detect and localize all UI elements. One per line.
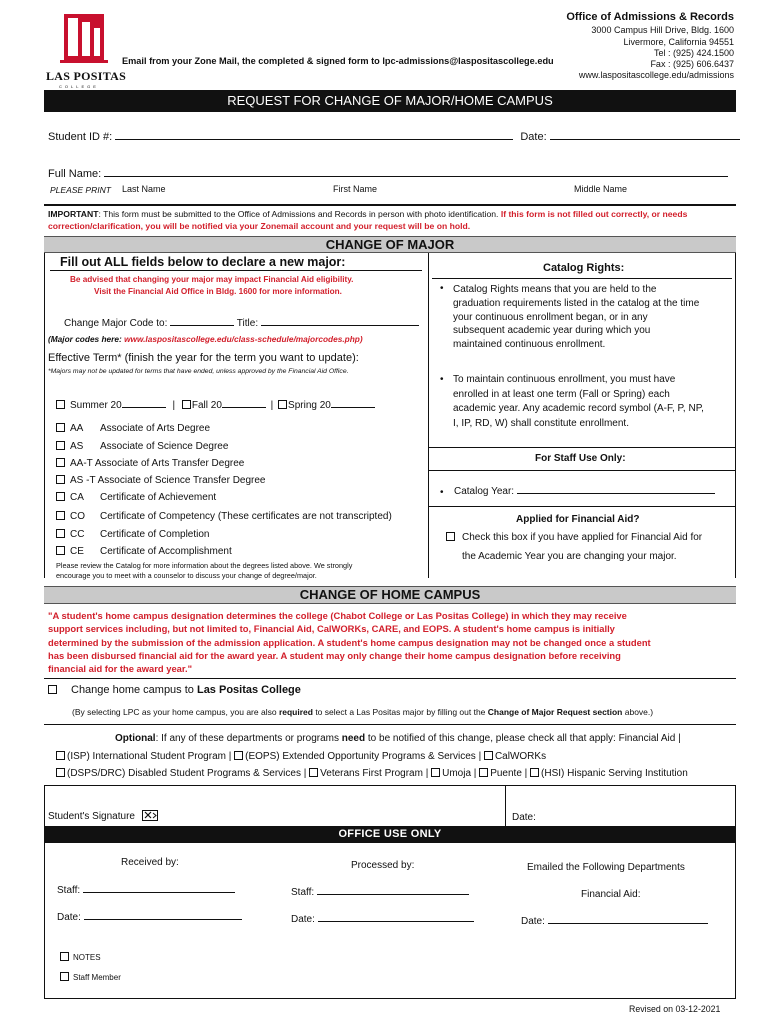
major-code-field[interactable] xyxy=(170,325,234,326)
optional-top-rule xyxy=(44,724,736,725)
degree-option[interactable] xyxy=(56,423,210,434)
degree-option[interactable] xyxy=(56,492,216,503)
full-name-field[interactable] xyxy=(104,176,728,177)
degree-checkbox[interactable] xyxy=(56,475,65,484)
signature-top-rule xyxy=(44,785,736,786)
important-top-rule xyxy=(44,204,736,206)
degree-option[interactable] xyxy=(56,546,232,557)
degree-name: Associate of Science Degree xyxy=(100,441,229,452)
important-text: : This form must be submitted to the Office of Admissions and Records in person with photo identification. xyxy=(98,209,501,219)
major-title-label: Title: xyxy=(236,318,259,329)
office-fax: Fax : (925) 606.6437 xyxy=(650,59,734,70)
student-id-field[interactable] xyxy=(115,139,513,140)
degree-name: Associate of Arts Degree xyxy=(100,423,211,434)
catalog-year-field[interactable] xyxy=(517,493,715,494)
degree-code: CO xyxy=(70,511,85,522)
degree-checkbox[interactable] xyxy=(56,492,65,501)
majors-note: *Majors may not be updated for terms that have ended, unless approved by the Financial Aid Office. xyxy=(48,368,349,375)
degree-checkbox[interactable] xyxy=(56,511,65,520)
student-id-label: Student ID #: xyxy=(48,131,113,143)
spring-label: Spring 20 xyxy=(288,400,331,411)
received-staff-field[interactable] xyxy=(83,892,235,893)
degree-name: Certificate of Competency (These certificates are not transcripted) xyxy=(100,511,392,522)
student-date-label: Date: xyxy=(520,131,547,143)
calworks-checkbox[interactable] xyxy=(484,751,493,760)
eops-checkbox[interactable] xyxy=(234,751,243,760)
signature-label: Student's Signature xyxy=(48,811,135,822)
logo-mark-icon xyxy=(46,12,118,72)
catalog-year-label: Catalog Year: xyxy=(454,486,515,497)
advised-line-2: Visit the Financial Aid Office in Bldg. 1600 for more information. xyxy=(94,287,342,296)
summer-checkbox[interactable] xyxy=(56,400,65,409)
summer-label: Summer 20 xyxy=(70,400,122,411)
optional-row: Optional: If any of these departments or programs need to be notified of this change, please check all that apply: Financial Aid | xyxy=(115,733,681,744)
signature-pen-icon[interactable] xyxy=(142,810,158,824)
major-column-divider xyxy=(428,253,429,578)
received-staff-row: Staff: xyxy=(57,885,235,896)
fill-out-heading: Fill out ALL fields below to declare a new major: xyxy=(60,255,346,269)
degree-name: Certificate of Achievement xyxy=(100,492,217,503)
logo-text: LAS POSITAS xyxy=(46,69,127,83)
logo-subtext: COLLEGE xyxy=(59,84,99,89)
received-by-label: Received by: xyxy=(121,857,179,868)
staff-use-title: For Staff Use Only: xyxy=(535,453,626,464)
spring-checkbox[interactable] xyxy=(278,400,287,409)
degree-checkbox[interactable] xyxy=(56,546,65,555)
fall-year-field[interactable] xyxy=(222,407,266,408)
email-instruction: Email from your Zone Mail, the completed & signed form to lpc-admissions@laspositascollege.edu xyxy=(122,56,554,66)
form-title: REQUEST FOR CHANGE OF MAJOR/HOME CAMPUS xyxy=(44,90,736,112)
degree-checkbox[interactable] xyxy=(56,441,65,450)
degree-option[interactable] xyxy=(56,458,244,469)
effective-term-label: Effective Term* (finish the year for the term you want to update): xyxy=(48,352,359,364)
home-campus-paragraph: "A student's home campus designation determines the college (Chabot College or Las Positas College) in which they may receive support services including, but not limited to, Financial Aid, CalWORKs, CARE, and EOPS. A student's home campus is initially determined by the submission of the admission application. A student's home campus designation may not be changed once a student has been disbursed financial aid for the award year. A student may only change their home campus designation before receiving financial aid for the award year." xyxy=(48,610,651,675)
important-label: IMPORTANT xyxy=(48,209,99,219)
notes-checkbox[interactable] xyxy=(60,952,69,961)
student-id-row xyxy=(48,131,740,143)
applied-fa-line-1: Check this box if you have applied for Financial Aid for xyxy=(462,532,703,543)
degree-code: CE xyxy=(70,546,84,557)
degree-name: Associate of Arts Transfer Degree xyxy=(94,458,245,469)
student-date-field[interactable] xyxy=(550,139,740,140)
degree-code: CC xyxy=(70,529,85,540)
office-website[interactable]: www.laspositascollege.edu/admissions xyxy=(578,70,734,81)
spring-year-field[interactable] xyxy=(331,407,375,408)
degree-option[interactable] xyxy=(56,511,392,522)
notes-row: NOTES xyxy=(60,952,101,962)
staff-use-rule xyxy=(429,470,735,471)
last-name-label: Last Name xyxy=(122,184,166,194)
major-title-field[interactable] xyxy=(261,325,419,326)
applied-fa-title: Applied for Financial Aid? xyxy=(516,514,640,525)
applied-fa-checkbox[interactable] xyxy=(446,532,455,541)
degree-code: AS -T xyxy=(70,475,96,486)
home-campus-bar: CHANGE OF HOME CAMPUS xyxy=(44,586,736,604)
term-row: Summer 20 | Fall 20 | Spring 20 xyxy=(56,400,375,411)
degree-code: AA-T xyxy=(70,458,93,469)
degree-option[interactable] xyxy=(56,475,266,486)
review-note-1: Please review the Catalog for more information about the degrees listed above. We strongly xyxy=(56,561,353,570)
degree-checkbox[interactable] xyxy=(56,458,65,467)
change-major-bar: CHANGE OF MAJOR xyxy=(44,236,736,253)
catalog-bullet-2: To maintain continuous enrollment, you must have enrolled in at least one term (Fall or Spring) each academic year. Any academic record symbol (A-F, P, NP, I, IP, RD, W) shall constitute enrollment. xyxy=(453,374,704,429)
degree-checkbox[interactable] xyxy=(56,529,65,538)
degree-option[interactable] xyxy=(56,441,228,452)
office-address-block xyxy=(566,12,734,82)
major-codes-label: (Major codes here: xyxy=(48,334,125,344)
office-bottom-rule xyxy=(44,998,736,999)
major-code-label: Change Major Code to: xyxy=(64,318,168,329)
degree-code: AS xyxy=(70,441,84,452)
review-note-2: encourage you to meet with a counselor to discuss your change of degree/major. xyxy=(56,571,317,580)
office-address-2: Livermore, California 94551 xyxy=(623,36,734,47)
received-date-row: Date: xyxy=(57,912,242,923)
major-codes-link-row xyxy=(48,334,363,344)
full-name-label: Full Name: xyxy=(48,168,102,180)
fall-label: Fall 20 xyxy=(191,400,222,411)
important-warning: If this form is not filled out correctly, or needs correction/clarification, you will be notified via your Zonemail account and your request will be on hold. xyxy=(48,209,688,231)
full-name-row xyxy=(48,168,728,180)
degree-name: Certificate of Completion xyxy=(100,529,210,540)
degree-option[interactable] xyxy=(56,529,210,540)
programs-row-2: (DSPS/DRC) Disabled Student Programs & Services | Veterans First Program | Umoja | Puente | (HSI) Hispanic Serving Institution xyxy=(56,768,688,779)
catalog-year-row xyxy=(454,486,715,497)
college-logo xyxy=(46,12,127,89)
signature-divider xyxy=(505,785,506,827)
degree-code: AA xyxy=(70,423,84,434)
received-date-field[interactable] xyxy=(84,919,242,920)
major-code-row xyxy=(64,318,419,329)
revised-date: Revised on 03-12-2021 xyxy=(629,1004,721,1014)
advised-line-1: Be advised that changing your major may impact Financial Aid eligibility. xyxy=(70,275,354,284)
change-home-campus-label: Change home campus to xyxy=(71,684,197,696)
staff-use-top-rule xyxy=(429,447,735,448)
financial-aid-label: Financial Aid: xyxy=(581,889,641,900)
major-codes-link[interactable]: www.laspositascollege.edu/class-schedule/majorcodes.php) xyxy=(124,334,363,344)
degree-code: CA xyxy=(70,492,84,503)
important-notice xyxy=(48,209,736,232)
degree-name: Associate of Science Transfer Degree xyxy=(97,475,266,486)
processed-by-label: Processed by: xyxy=(351,860,415,871)
hsi-checkbox[interactable] xyxy=(530,768,539,777)
change-home-campus-college: Las Positas College xyxy=(196,684,301,696)
office-title: Office of Admissions & Records xyxy=(566,11,734,23)
selecting-lpc-note: (By selecting LPC as your home campus, you are also required to select a Las Positas major by filling out the Change of Major Request section above.) xyxy=(72,707,654,717)
processed-date-row: Date: xyxy=(291,914,474,925)
please-print-label: PLEASE PRINT xyxy=(50,185,111,195)
left-border xyxy=(44,253,45,578)
fill-out-underline xyxy=(50,270,422,271)
catalog-rights-title: Catalog Rights: xyxy=(543,262,625,274)
programs-row-1: (ISP) International Student Program | (EOPS) Extended Opportunity Programs & Services | CalWORKs xyxy=(56,751,546,762)
office-use-bar: OFFICE USE ONLY xyxy=(44,826,736,843)
isp-checkbox[interactable] xyxy=(56,751,65,760)
change-home-campus-checkbox[interactable] xyxy=(48,685,57,694)
processed-staff-row: Staff: xyxy=(291,887,469,898)
office-tel: Tel : (925) 424.1500 xyxy=(653,47,734,58)
home-campus-rule xyxy=(44,678,736,679)
office-right-border xyxy=(735,843,736,999)
right-border xyxy=(735,253,736,578)
emailed-departments-label: Emailed the Following Departments xyxy=(527,862,685,873)
fall-checkbox[interactable] xyxy=(182,400,191,409)
applied-fa-line-2: the Academic Year you are changing your major. xyxy=(462,551,677,562)
catalog-bullet-1: Catalog Rights means that you are held to the graduation requirements listed in the catalog at the time your continuous enrollment began, or in any subsequent academic year during which you maintained continuous enrollment. xyxy=(453,284,700,351)
degree-checkbox[interactable] xyxy=(56,423,65,432)
middle-name-label: Middle Name xyxy=(574,184,628,194)
signature-left-border xyxy=(44,785,45,827)
summer-year-field[interactable] xyxy=(122,407,166,408)
emailed-date-field[interactable] xyxy=(548,923,708,924)
office-address-1: 3000 Campus Hill Drive, Bldg. 1600 xyxy=(591,25,734,36)
puente-checkbox[interactable] xyxy=(479,768,488,777)
processed-staff-field[interactable] xyxy=(317,894,469,895)
signature-date-label: Date: xyxy=(512,812,536,823)
degree-name: Certificate of Accomplishment xyxy=(100,546,232,557)
dsps-checkbox[interactable] xyxy=(56,768,65,777)
signature-row xyxy=(48,810,158,824)
applied-fa-row xyxy=(446,532,702,543)
financial-aid-top-rule xyxy=(429,506,735,507)
emailed-date-row: Date: xyxy=(521,916,708,927)
change-home-campus-row xyxy=(48,684,301,696)
staff-member-checkbox[interactable] xyxy=(60,972,69,981)
catalog-title-rule xyxy=(432,278,732,279)
signature-right-border xyxy=(735,785,736,827)
staff-member-row: Staff Member xyxy=(60,972,121,982)
veterans-checkbox[interactable] xyxy=(309,768,318,777)
umoja-checkbox[interactable] xyxy=(431,768,440,777)
processed-date-field[interactable] xyxy=(318,921,474,922)
office-left-border xyxy=(44,843,45,999)
first-name-label: First Name xyxy=(333,184,378,194)
